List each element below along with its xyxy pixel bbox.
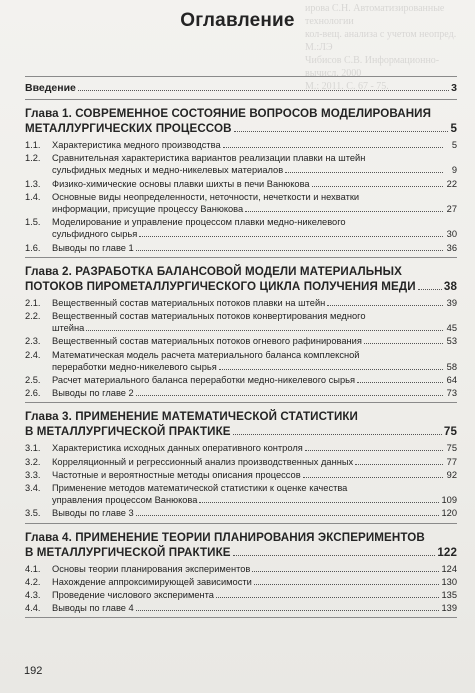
chapter-heading <box>25 106 457 136</box>
section-title <box>52 335 457 347</box>
page-number: 130 <box>441 576 457 587</box>
leader-dots <box>418 289 442 290</box>
section-entry <box>25 139 457 151</box>
section-number: 1.5. <box>25 217 41 228</box>
chapter-title-line: Глава 1. СОВРЕМЕННОЕ СОСТОЯНИЕ ВОПРОСОВ МОДЕЛИРОВАНИЯ <box>25 107 432 120</box>
leader-dots <box>234 131 449 132</box>
section-title-last-line <box>52 576 457 588</box>
section-entry <box>25 442 457 454</box>
chapter-title-last-line <box>25 121 457 136</box>
section-list <box>25 563 457 615</box>
chapter-list <box>25 100 457 618</box>
section-entry <box>25 335 457 347</box>
section-title-last-line <box>52 374 457 386</box>
section-title-last-line <box>52 602 457 614</box>
section-title-line: Моделирование и управление процессом плавки медно-никелевого <box>52 217 346 228</box>
section-title-last-line <box>52 178 457 190</box>
section-number: 1.1. <box>25 140 41 150</box>
leader-dots <box>355 464 443 465</box>
section-title <box>52 456 457 468</box>
page-footer-number: 192 <box>24 665 43 677</box>
section-entry <box>25 191 457 215</box>
section-entry <box>25 242 457 254</box>
section-number: 3.1. <box>25 443 41 454</box>
section-title <box>52 178 457 190</box>
section-title-text: сульфидных медных и медно-никелевых материалов <box>52 165 284 176</box>
leader-dots <box>233 555 436 556</box>
section-number: 1.2. <box>25 153 41 164</box>
page-number: 75 <box>443 425 457 439</box>
section-title <box>52 576 457 588</box>
chapter-heading <box>25 409 457 439</box>
section-title-text: Выводы по главе 4 <box>52 603 134 614</box>
leader-dots <box>305 450 443 451</box>
section-title-last-line <box>52 589 457 601</box>
page-number: 27 <box>446 204 457 215</box>
section-title-last-line <box>52 203 457 215</box>
section-title <box>52 139 457 151</box>
page-number: 39 <box>446 297 457 308</box>
page-number: 75 <box>446 443 457 454</box>
page-number: 135 <box>441 590 457 601</box>
section-entry <box>25 152 457 176</box>
page-number: 22 <box>446 178 457 189</box>
page-number: 139 <box>441 603 457 614</box>
leader-dots <box>86 330 443 331</box>
section-title <box>52 469 457 481</box>
section-title <box>52 310 457 334</box>
section-title-text: Проведение числового эксперимента <box>52 590 214 601</box>
chapter-entry <box>25 524 457 618</box>
section-title-text: Выводы по главе 3 <box>52 508 134 519</box>
section-title-text: информации, присущие процессу Ванюкова <box>52 204 244 215</box>
section-title-text: переработки медно-никелевого сырья <box>52 361 217 372</box>
section-title-last-line <box>52 335 457 347</box>
page-number: 38 <box>443 279 457 293</box>
section-title <box>52 216 457 240</box>
section-entry <box>25 563 457 575</box>
section-title <box>52 482 457 506</box>
bleed-line: М.: 2011. С. 67 - 75. <box>305 81 389 92</box>
bleed-line: ирова С.Н. Автоматизированные технологии <box>305 3 445 27</box>
section-title-text: Характеристика исходных данных оперативного контроля <box>52 443 303 454</box>
section-title-text: Корреляционный и регрессионный анализ производственных данных <box>52 456 354 467</box>
section-title-line: Математическая модель расчета материального баланса комплексной <box>52 349 360 360</box>
section-entry <box>25 589 457 601</box>
section-number: 3.5. <box>25 508 41 519</box>
chapter-entry <box>25 403 457 522</box>
section-title-last-line <box>52 139 457 151</box>
leader-dots <box>312 186 443 187</box>
section-title <box>52 507 457 519</box>
section-title-last-line <box>52 242 457 254</box>
section-title <box>52 374 457 386</box>
section-title-last-line <box>52 469 457 481</box>
page-number: 124 <box>441 563 457 574</box>
divider <box>25 76 457 77</box>
section-title <box>52 442 457 454</box>
section-title <box>52 349 457 373</box>
section-title <box>52 602 457 614</box>
chapter-heading <box>25 530 457 560</box>
chapter-entry <box>25 100 457 257</box>
page-number: 92 <box>446 469 457 480</box>
section-number: 1.3. <box>25 178 41 189</box>
section-title-line: Вещественный состав материальных потоков конвертирования медного <box>52 311 366 322</box>
section-number: 4.4. <box>25 603 41 614</box>
table-of-contents <box>25 76 457 618</box>
section-list <box>25 442 457 519</box>
divider <box>25 617 457 618</box>
section-title-last-line <box>52 563 457 575</box>
chapter-title-line: Глава 4. ПРИМЕНЕНИЕ ТЕОРИИ ПЛАНИРОВАНИЯ ЭКСПЕРИМЕНТОВ <box>25 530 425 544</box>
section-title-text: Вещественный состав материальных потоков плавки на штейн <box>52 297 326 308</box>
chapter-title-text: В МЕТАЛЛУРГИЧЕСКОЙ ПРАКТИКЕ <box>25 545 231 559</box>
section-entry <box>25 178 457 190</box>
section-entry <box>25 297 457 309</box>
section-title <box>52 589 457 601</box>
leader-dots <box>285 172 443 173</box>
section-entry <box>25 310 457 334</box>
leader-dots <box>78 90 449 91</box>
section-title-text: Характеристика медного производства <box>52 140 221 150</box>
section-title-text: Физико-химические основы плавки шихты в печи Ванюкова <box>52 178 310 189</box>
leader-dots <box>136 250 443 251</box>
section-title-text: Выводы по главе 2 <box>52 388 134 399</box>
page-number: 5 <box>450 122 457 135</box>
page-number: 109 <box>441 495 457 506</box>
leader-dots <box>199 502 439 503</box>
section-title-text: Основы теории планирования экспериментов <box>52 563 251 574</box>
page-number: 58 <box>446 361 457 372</box>
section-entry <box>25 507 457 519</box>
section-number: 2.5. <box>25 375 41 386</box>
section-title <box>52 297 457 309</box>
leader-dots <box>327 305 443 306</box>
leader-dots <box>136 515 440 516</box>
section-title-text: Частотные и вероятностные методы описания процессов <box>52 469 301 480</box>
chapter-title-last-line <box>25 279 457 294</box>
chapter-heading <box>25 264 457 294</box>
page-number: 53 <box>446 336 457 347</box>
section-entry <box>25 602 457 614</box>
leader-dots <box>139 236 443 237</box>
page-number: 5 <box>451 140 457 150</box>
leader-dots <box>136 395 443 396</box>
section-title <box>52 152 457 176</box>
toc-intro-entry <box>25 82 457 94</box>
section-list <box>25 139 457 254</box>
section-entry <box>25 387 457 399</box>
section-number: 3.3. <box>25 469 41 480</box>
page-number: 9 <box>451 165 457 176</box>
section-title-text: сульфидного сырья <box>52 229 138 240</box>
section-entry <box>25 482 457 506</box>
section-title-text: Выводы по главе 1 <box>52 242 134 253</box>
leader-dots <box>254 584 440 585</box>
section-title-text: Расчет материального баланса переработки медно-никелевого сырья <box>52 375 356 386</box>
section-title-last-line <box>52 164 457 176</box>
section-title <box>52 242 457 254</box>
section-title-last-line <box>52 297 457 309</box>
leader-dots <box>219 369 443 370</box>
chapter-title-last-line <box>25 545 457 560</box>
section-title-line: Основные виды неопределенности, неточности, нечеткости и нехватки <box>52 191 360 202</box>
page-number: 122 <box>437 545 457 559</box>
page-number: 45 <box>446 323 457 334</box>
leader-dots <box>245 211 443 212</box>
section-entry <box>25 216 457 240</box>
intro-label: Введение <box>25 82 76 94</box>
section-title-last-line <box>52 494 457 506</box>
section-entry <box>25 349 457 373</box>
leader-dots <box>357 382 443 383</box>
bleed-line: Чибисов С.В. Информационно-вычисл. 2000 <box>305 55 440 79</box>
section-title <box>52 563 457 575</box>
leader-dots <box>233 434 442 435</box>
section-number: 2.4. <box>25 349 41 360</box>
leader-dots <box>223 147 443 148</box>
section-title-line: Сравнительная характеристика вариантов реализации плавки на штейн <box>52 153 366 164</box>
page-number: 77 <box>446 456 457 467</box>
section-list <box>25 297 457 400</box>
section-title-last-line <box>52 456 457 468</box>
page-number: 73 <box>446 388 457 399</box>
section-number: 1.6. <box>25 242 41 253</box>
section-title-last-line <box>52 322 457 334</box>
section-title-last-line <box>52 442 457 454</box>
chapter-title-text: МЕТАЛЛУРГИЧЕСКИХ ПРОЦЕССОВ <box>25 122 232 135</box>
section-title-text: Вещественный состав материальных потоков огневого рафинирования <box>52 336 362 347</box>
page-number: 30 <box>446 229 457 240</box>
section-title-text: управления процессом Ванюкова <box>52 495 198 506</box>
page-number: 64 <box>446 375 457 386</box>
leader-dots <box>252 571 439 572</box>
section-entry <box>25 576 457 588</box>
page-title: Оглавление <box>180 10 295 31</box>
leader-dots <box>136 610 440 611</box>
leader-dots <box>364 343 443 344</box>
chapter-title-text: В МЕТАЛЛУРГИЧЕСКОЙ ПРАКТИКЕ <box>25 425 231 439</box>
section-number: 2.1. <box>25 297 41 308</box>
page-number: 120 <box>441 508 457 519</box>
chapter-title-line: Глава 3. ПРИМЕНЕНИЕ МАТЕМАТИЧЕСКОЙ СТАТИСТИКИ <box>25 410 358 424</box>
section-title-text: Нахождение аппроксимирующей зависимости <box>52 576 252 587</box>
section-title-last-line <box>52 507 457 519</box>
section-entry <box>25 374 457 386</box>
section-number: 4.3. <box>25 590 41 601</box>
leader-dots <box>303 477 443 478</box>
section-title <box>52 387 457 399</box>
section-title-last-line <box>52 387 457 399</box>
page-number: 36 <box>446 242 457 253</box>
chapter-entry <box>25 258 457 403</box>
section-title <box>52 191 457 215</box>
section-entry <box>25 469 457 481</box>
section-number: 4.1. <box>25 563 41 574</box>
chapter-title-line: Глава 2. РАЗРАБОТКА БАЛАНСОВОЙ МОДЕЛИ МАТЕРИАЛЬНЫХ <box>25 264 402 278</box>
chapter-title-text: ПОТОКОВ ПИРОМЕТАЛЛУРГИЧЕСКОГО ЦИКЛА ПОЛУЧЕНИЯ МЕДИ <box>25 279 416 293</box>
section-title-last-line <box>52 228 457 240</box>
section-number: 3.4. <box>25 483 41 494</box>
section-title-text: штейна <box>52 323 85 334</box>
section-number: 1.4. <box>25 191 41 202</box>
section-entry <box>25 456 457 468</box>
section-number: 2.6. <box>25 388 41 399</box>
section-number: 2.2. <box>25 311 41 322</box>
page-number: 3 <box>451 82 457 94</box>
bleed-line: кол-вещ. анализа с учетом неопред. М.:ЛЭ <box>305 29 457 53</box>
leader-dots <box>216 597 440 598</box>
section-number: 2.3. <box>25 336 41 347</box>
section-number: 3.2. <box>25 456 41 467</box>
section-title-last-line <box>52 361 457 373</box>
section-title-line: Применение методов математической статистики к оценке качества <box>52 483 348 494</box>
chapter-title-last-line <box>25 424 457 439</box>
section-number: 4.2. <box>25 576 41 587</box>
